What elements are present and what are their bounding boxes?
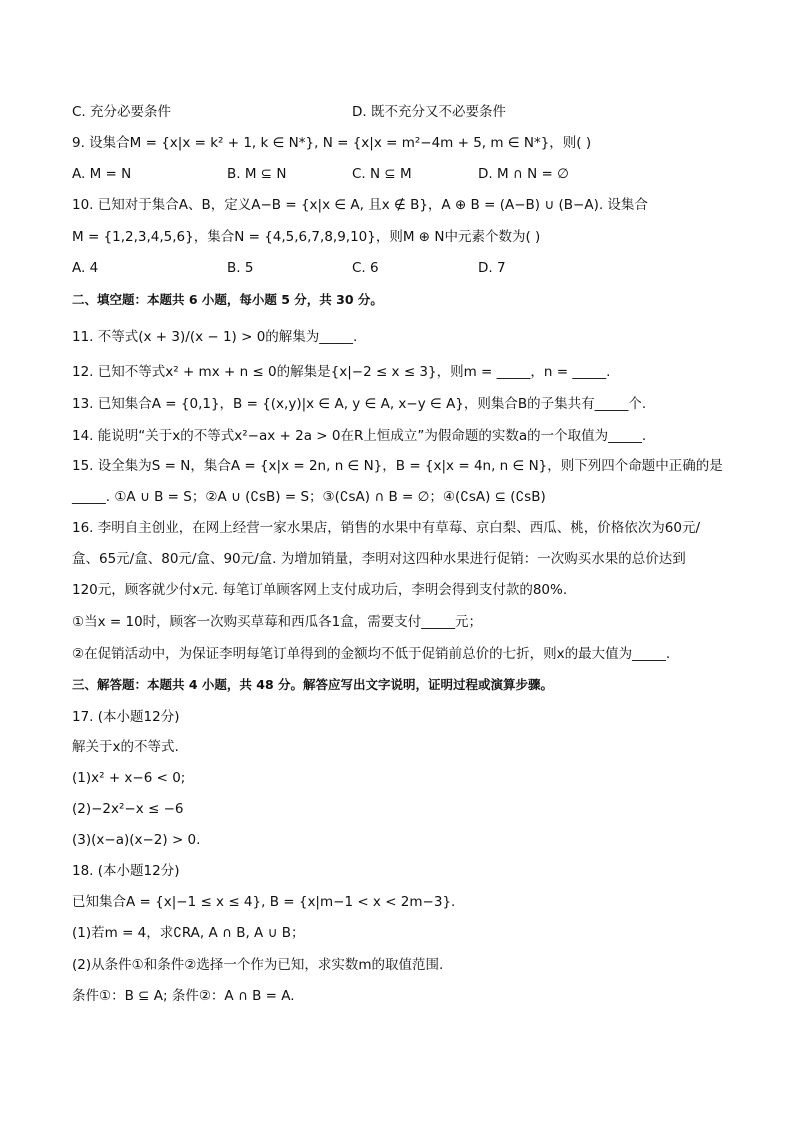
q15-stem-line1: 15. 设全集为S = N，集合A = {x|x = 2n, n ∈ N}，B = {x|x = 4n, n ∈ N}，则下列四个命题中正确的是 — [72, 458, 723, 474]
q9-stem: 9. 设集合M = {x|x = k² + 1, k ∈ N*}, N = {x|x = m²−4m + 5, m ∈ N*}，则( ) — [72, 135, 592, 151]
q9-option-b: B. M ⊆ N — [227, 166, 287, 182]
q16-stem-line1: 16. 李明自主创业，在网上经营一家水果店，销售的水果中有草莓、京白梨、西瓜、桃，价格依次为60元/ — [72, 520, 700, 536]
q16-part1: ①当x = 10时，顾客一次购买草莓和西瓜各1盒，需要支付_____元； — [72, 614, 483, 630]
q18-conditions: 条件①：B ⊆ A; 条件②：A ∩ B = A. — [72, 988, 295, 1004]
q10-option-d: D. 7 — [478, 260, 506, 276]
q17-item-1: (1)x² + x−6 < 0; — [72, 770, 186, 786]
q9-option-a: A. M = N — [72, 166, 132, 182]
q8-option-d: D. 既不充分又不必要条件 — [352, 104, 506, 120]
q18-stem: 已知集合A = {x|−1 ≤ x ≤ 4}, B = {x|m−1 < x < 2m−3}. — [72, 894, 456, 910]
q17-item-3: (3)(x−a)(x−2) > 0. — [72, 832, 201, 848]
q15-stem-line2: _____. ①A ∪ B = S；②A ∪ (∁sB) = S；③(∁sA) ∩ B = ∅；④(∁sA) ⊆ (∁sB) — [72, 489, 546, 505]
q13-stem: 13. 已知集合A = {0,1}，B = {(x,y)|x ∈ A, y ∈ A, x−y ∈ A}，则集合B的子集共有_____个. — [72, 396, 647, 412]
q18-header: 18. (本小题12分) — [72, 863, 180, 879]
q10-option-c: C. 6 — [352, 260, 379, 276]
q16-stem-line2: 盒、65元/盒、80元/盒、90元/盒. 为增加销量，李明对这四种水果进行促销：一次购买水果的总价达到 — [72, 551, 686, 567]
q9-option-c: C. N ⊆ M — [352, 166, 412, 182]
q16-stem-line3: 120元，顾客就少付x元. 每笔订单顾客网上支付成功后，李明会得到支付款的80%. — [72, 582, 568, 598]
q9-option-d: D. M ∩ N = ∅ — [478, 166, 569, 182]
q17-stem: 解关于x的不等式. — [72, 739, 179, 755]
q18-item-1: (1)若m = 4，求∁RA, A ∩ B, A ∪ B； — [72, 925, 305, 941]
q10-stem-line1: 10. 已知对于集合A、B，定义A−B = {x|x ∈ A, 且x ∉ B}，A ⊕ B = (A−B) ∪ (B−A). 设集合 — [72, 197, 648, 213]
q18-item-2: (2)从条件①和条件②选择一个作为已知，求实数m的取值范围. — [72, 957, 444, 973]
q16-part2: ②在促销活动中，为保证李明每笔订单得到的金额均不低于促销前总价的七折，则x的最大值为_____. — [72, 646, 671, 662]
q10-option-a: A. 4 — [72, 260, 99, 276]
section-fill-in-header: 二、填空题：本题共 6 小题，每小题 5 分，共 30 分。 — [72, 292, 383, 307]
q14-stem: 14. 能说明“关于x的不等式x²−ax + 2a > 0在R上恒成立”为假命题的实数a的一个取值为_____. — [72, 428, 647, 444]
q10-option-b: B. 5 — [227, 260, 254, 276]
q11-stem: 11. 不等式(x + 3)/(x − 1) > 0的解集为_____. — [72, 329, 358, 345]
q10-stem-line2: M = {1,2,3,4,5,6}，集合N = {4,5,6,7,8,9,10}，则M ⊕ N中元素个数为( ) — [72, 229, 541, 245]
q17-header: 17. (本小题12分) — [72, 709, 180, 725]
q12-stem: 12. 已知不等式x² + mx + n ≤ 0的解集是{x|−2 ≤ x ≤ 3}，则m = _____，n = _____. — [72, 364, 611, 380]
q17-item-2: (2)−2x²−x ≤ −6 — [72, 801, 184, 817]
q8-option-c: C. 充分必要条件 — [72, 104, 172, 120]
section-answer-header: 三、解答题：本题共 4 小题，共 48 分。解答应写出文字说明，证明过程或演算步骤。 — [72, 677, 554, 692]
